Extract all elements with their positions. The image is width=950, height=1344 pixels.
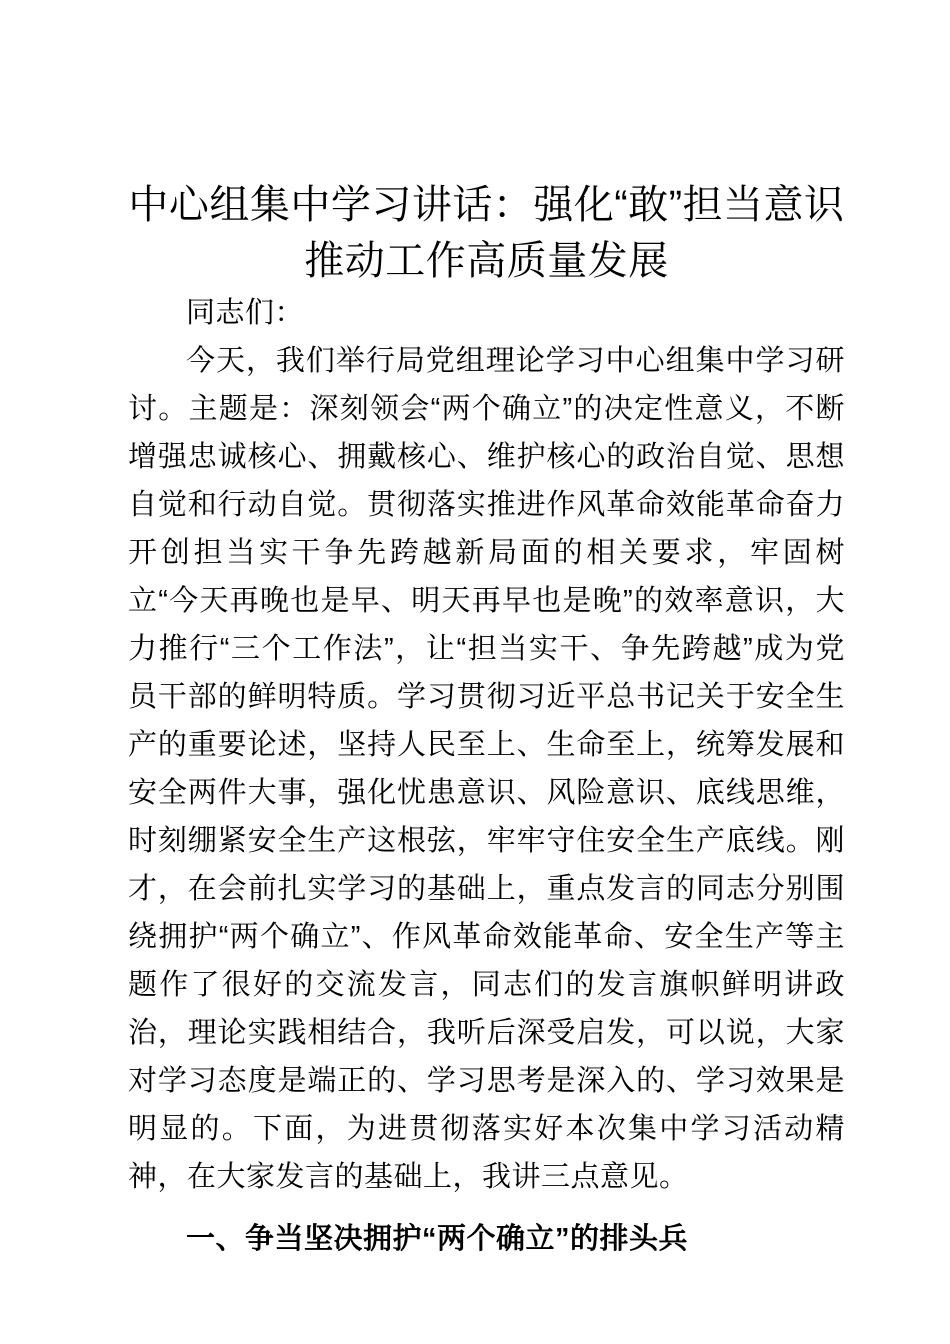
body-paragraph: 今天，我们举行局党组理论学习中心组集中学习研讨。主题是：深刻领会“两个确立”的决定性意义，不断增强忠诚核心、拥戴核心、维护核心的政治自觉、思想自觉和行动自觉。贯彻落实推进作风革命效能革命奋力开创担当实干争先跨越新局面的相关要求，牢固树立“今天再晚也是早、明天再早也是晚”的效率意识，大力推行“三个工作法”，让“担当实干、争先跨越”成为党员干部的鲜明特质。学习贯彻习近平总书记关于安全生产的重要论述，坚持人民至上、生命至上，统筹发展和安全两件大事，强化忧患意识、风险意识、底线思维，时刻绷紧安全生产这根弦，牢牢守住安全生产底线。刚才，在会前扎实学习的基础上，重点发言的同志分别围绕拥护“两个确立”、作风革命效能革命、安全生产等主题作了很好的交流发言，同志们的发言旗帜鲜明讲政治，理论实践相结合，我听后深受启发，可以说，大家对学习态度是端正的、学习思考是深入的、学习效果是明显的。下面，为进贯彻落实好本次集中学习活动精神，在大家发言的基础上，我讲三点意见。 bbox=[128, 345, 845, 1193]
salutation-line: 同志们： bbox=[186, 297, 305, 329]
section-heading-1: 一、争当坚决拥护“两个确立”的排头兵 bbox=[186, 1223, 689, 1255]
document-title: 中心组集中学习讲话：强化“敢”担当意识推动工作高质量发展 bbox=[128, 183, 845, 283]
